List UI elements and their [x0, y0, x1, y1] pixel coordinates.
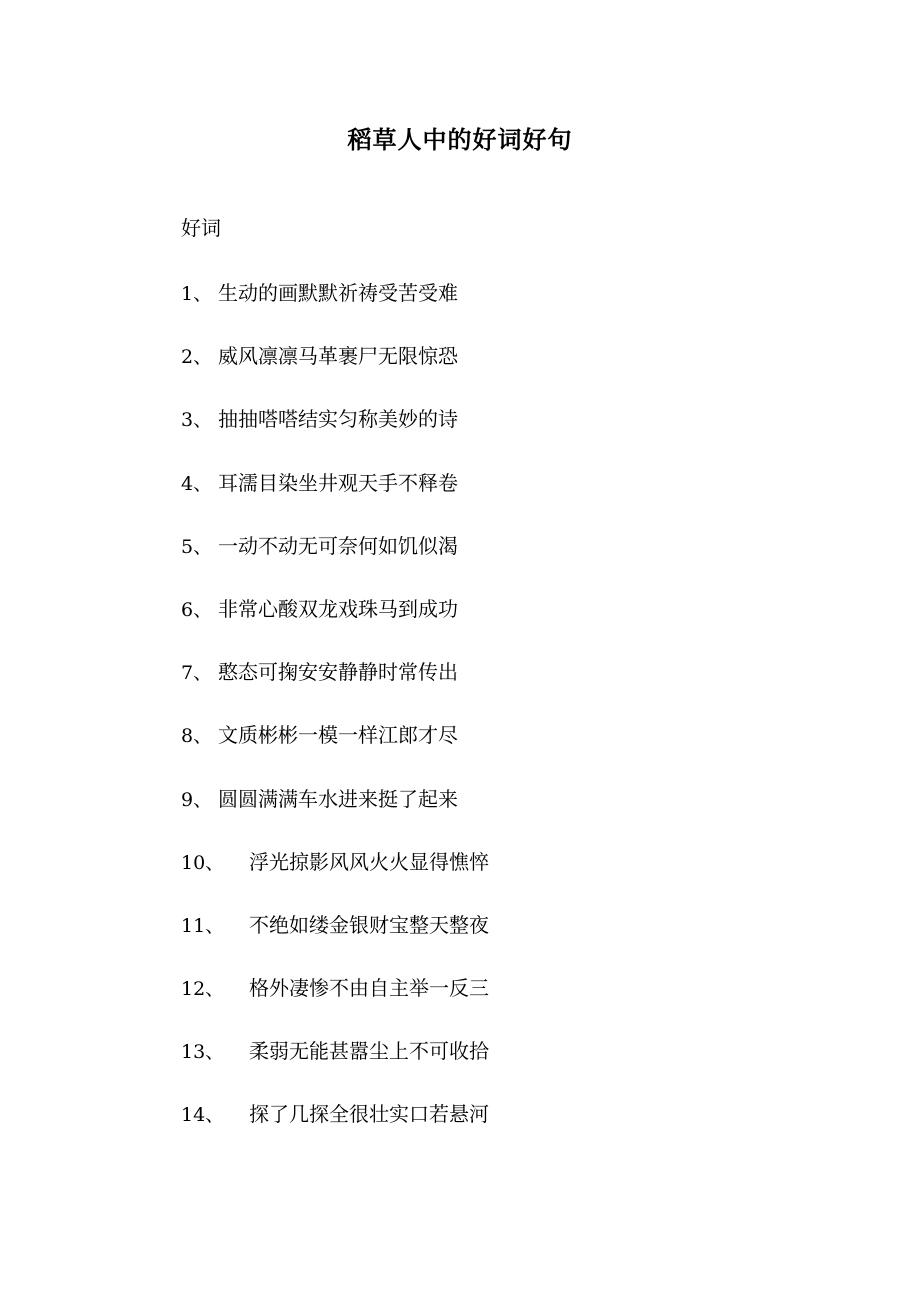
document-title: 稻草人中的好词好句 — [347, 125, 573, 154]
list-item-text: 浮光掠影风风火火显得憔悴 — [249, 849, 489, 874]
section-heading: 好词 — [181, 216, 221, 240]
list-item-text: 抽抽嗒嗒结实匀称美妙的诗 — [218, 407, 458, 432]
list-item-number: 3、 — [181, 409, 213, 432]
list-item-text: 威风凛凛马革裹尸无限惊恐 — [218, 344, 458, 369]
list-item-text: 圆圆满满车水进来挺了起来 — [218, 786, 458, 811]
list-item-number: 8、 — [181, 725, 213, 748]
list-item-text: 耳濡目染坐井观天手不释卷 — [218, 470, 458, 495]
list-item-number: 5、 — [181, 535, 213, 558]
list-item — [181, 1096, 489, 1159]
list-item — [181, 528, 489, 591]
list-item-text: 柔弱无能甚嚣尘上不可收拾 — [249, 1039, 489, 1064]
word-list — [181, 275, 489, 1160]
list-item-number: 13、 — [181, 1041, 225, 1064]
list-item — [181, 654, 489, 717]
list-item — [181, 401, 489, 464]
list-item-number: 2、 — [181, 346, 213, 369]
list-item — [181, 844, 489, 907]
list-item-number: 11、 — [181, 914, 225, 937]
list-item — [181, 1033, 489, 1096]
list-item-number: 14、 — [181, 1104, 225, 1127]
list-item — [181, 275, 489, 338]
list-item-text: 文质彬彬一模一样江郎才尽 — [218, 723, 458, 748]
list-item-number: 4、 — [181, 472, 213, 495]
list-item-text: 非常心酸双龙戏珠马到成功 — [218, 596, 458, 621]
list-item-number: 12、 — [181, 978, 225, 1001]
list-item — [181, 781, 489, 844]
list-item-text: 格外凄惨不由自主举一反三 — [249, 976, 489, 1001]
list-item-number: 1、 — [181, 283, 213, 305]
list-item — [181, 970, 489, 1033]
list-item — [181, 907, 489, 970]
list-item-text: 生动的画默默祈祷受苦受难 — [218, 281, 458, 305]
list-item — [181, 465, 489, 528]
list-item-text: 不绝如缕金银财宝整天整夜 — [249, 912, 489, 937]
list-item-text: 憨态可掬安安静静时常传出 — [218, 660, 458, 685]
list-item — [181, 338, 489, 401]
list-item-text: 探了几探全很壮实口若悬河 — [249, 1102, 489, 1127]
list-item-text: 一动不动无可奈何如饥似渴 — [218, 533, 458, 558]
list-item — [181, 717, 489, 780]
list-item-number: 6、 — [181, 598, 213, 621]
list-item — [181, 591, 489, 654]
list-item-number: 10、 — [181, 851, 225, 874]
list-item-number: 7、 — [181, 662, 213, 685]
list-item-number: 9、 — [181, 788, 213, 811]
